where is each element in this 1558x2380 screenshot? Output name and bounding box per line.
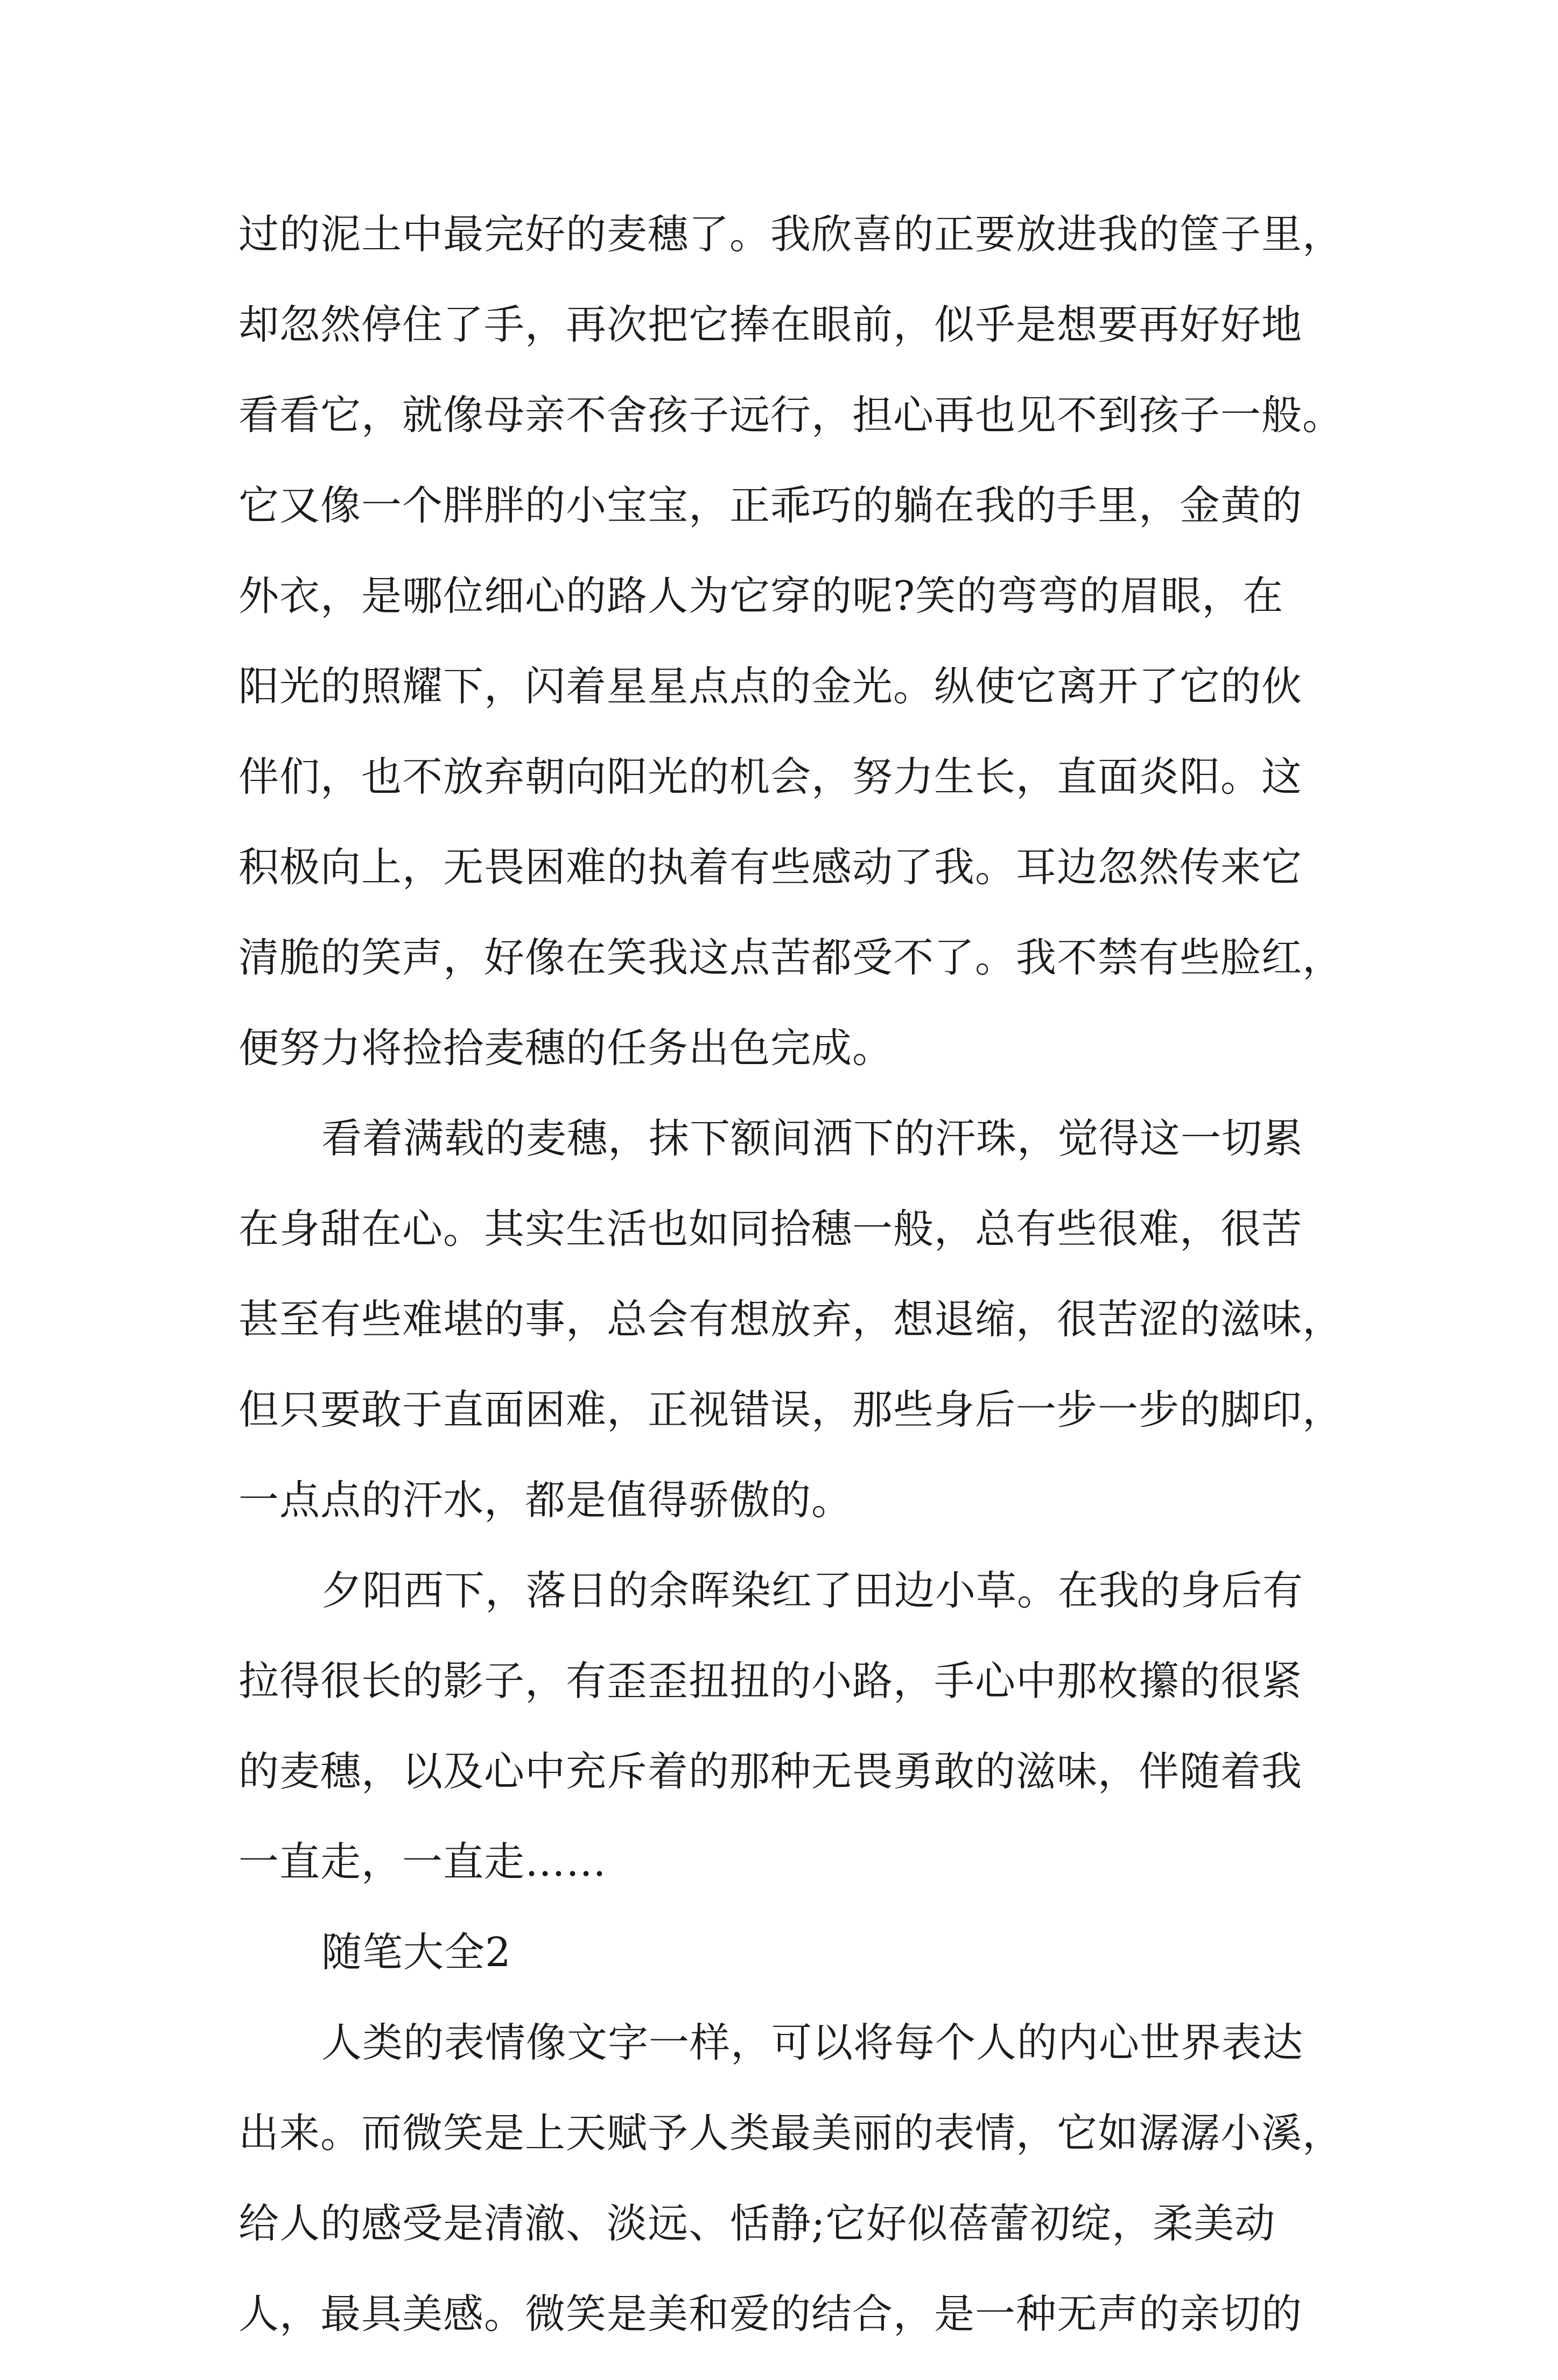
text-line: 的麦穗，以及心中充斥着的那种无畏勇敢的滋味，伴随着我	[238, 1748, 1303, 1795]
text-line: 拉得很长的影子，有歪歪扭扭的小路，手心中那枚攥的很紧	[238, 1657, 1303, 1705]
text-line: 便努力将捡拾麦穗的任务出色完成。	[238, 1024, 894, 1072]
text-line: 出来。而微笑是上天赋予人类最美丽的表情，它如潺潺小溪，	[238, 2109, 1344, 2157]
text-line: 一点点的汗水，都是值得骄傲的。	[238, 1476, 853, 1524]
text-line: 清脆的笑声，好像在笑我这点苦都受不了。我不禁有些脸红，	[238, 934, 1344, 981]
text-line: 积极向上，无畏困难的执着有些感动了我。耳边忽然传来它	[238, 843, 1303, 891]
text-line: 人类的表情像文字一样，可以将每个人的内心世界表达	[321, 2019, 1304, 2066]
text-line: 外衣，是哪位细心的路人为它穿的呢?笑的弯弯的眉眼，在	[238, 572, 1284, 619]
text-line: 但只要敢于直面困难，正视错误，那些身后一步一步的脚印，	[238, 1386, 1344, 1433]
text-line: 过的泥土中最完好的麦穗了。我欣喜的正要放进我的筐子里，	[238, 210, 1344, 258]
text-line: 人，最具美感。微笑是美和爱的结合，是一种无声的亲切的	[238, 2290, 1303, 2337]
text-line: 伴们，也不放弃朝向阳光的机会，努力生长，直面炎阳。这	[238, 753, 1303, 800]
text-line: 甚至有些难堪的事，总会有想放弃，想退缩，很苦涩的滋味，	[238, 1295, 1344, 1343]
text-line: 在身甜在心。其实生活也如同拾穗一般，总有些很难，很苦	[238, 1205, 1303, 1252]
text-line: 一直走，一直走……	[238, 1838, 607, 1885]
text-line: 看看它，就像母亲不舍孩子远行，担心再也见不到孩子一般。	[238, 391, 1344, 439]
text-line: 阳光的照耀下，闪着星星点点的金光。纵使它离开了它的伙	[238, 663, 1303, 710]
document-body	[238, 210, 1358, 2380]
text-line: 随笔大全2	[321, 1928, 511, 1976]
text-line: 给人的感受是清澈、淡远、恬静;它好似蓓蕾初绽，柔美动	[238, 2200, 1276, 2247]
text-line: 却忽然停住了手，再次把它捧在眼前，似乎是想要再好好地	[238, 301, 1303, 348]
text-line: 夕阳西下，落日的余晖染红了田边小草。在我的身后有	[321, 1567, 1304, 1614]
text-line: 它又像一个胖胖的小宝宝，正乖巧的躺在我的手里，金黄的	[238, 482, 1303, 529]
text-line: 看着满载的麦穗，抹下额间洒下的汗珠，觉得这一切累	[321, 1115, 1304, 1162]
